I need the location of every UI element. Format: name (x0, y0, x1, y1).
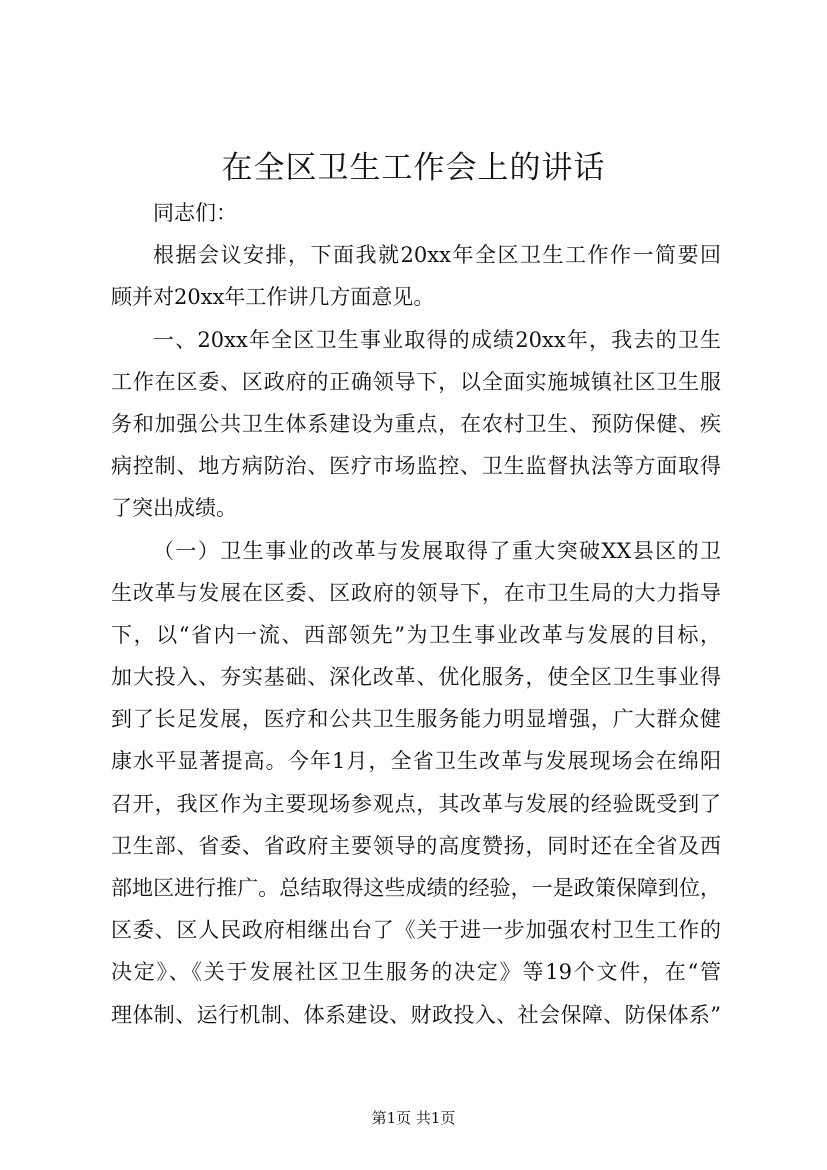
body-line: 召开，我区作为主要现场参观点，其改革与发展的经验既受到了 (111, 791, 721, 816)
document-body (111, 192, 721, 1036)
body-line: 区委、区人民政府相继出台了《关于进一步加强农村卫生工作的 (111, 918, 721, 943)
body-line: 下，以“省内一流、西部领先”为卫生事业改革与发展的目标， (111, 622, 721, 647)
body-line: 决定》、《关于发展社区卫生服务的决定》等19个文件，在“管 (111, 960, 721, 985)
body-line: 顾并对20xx年工作讲几方面意见。 (111, 285, 435, 310)
body-line: 加大投入、夯实基础、深化改革、优化服务，使全区卫生事业得 (111, 665, 721, 690)
body-line: 根据会议安排，下面我就20xx年全区卫生工作作一简要回 (153, 243, 721, 268)
body-line: 工作在区委、区政府的正确领导下，以全面实施城镇社区卫生服 (111, 369, 721, 394)
body-line: 部地区进行推广。总结取得这些成绩的经验，一是政策保障到位， (111, 876, 721, 900)
page-footer: 第1页 共1页 (371, 1109, 456, 1127)
document-title: 在全区卫生工作会上的讲话 (221, 150, 606, 186)
body-line: （一）卫生事业的改革与发展取得了重大突破XX县区的卫 (153, 538, 721, 563)
body-line: 了突出成绩。 (111, 496, 237, 521)
body-line: 理体制、运行机制、体系建设、财政投入、社会保障、防保体系” (111, 1002, 721, 1027)
body-line: 生改革与发展在区委、区政府的领导下，在市卫生局的大力指导 (111, 580, 721, 605)
body-line: 康水平显著提高。今年1月，全省卫生改革与发展现场会在绵阳 (111, 749, 721, 774)
body-line: 同志们： (153, 201, 237, 225)
body-line: 务和加强公共卫生体系建设为重点，在农村卫生、预防保健、疾 (111, 411, 721, 436)
body-line: 到了长足发展，医疗和公共卫生服务能力明显增强，广大群众健 (111, 707, 721, 732)
body-line: 病控制、地方病防治、医疗市场监控、卫生监督执法等方面取得 (111, 454, 721, 479)
body-line: 卫生部、省委、省政府主要领导的高度赞扬，同时还在全省及西 (111, 833, 721, 858)
body-line: 一、20xx年全区卫生事业取得的成绩20xx年，我去的卫生 (153, 327, 721, 352)
